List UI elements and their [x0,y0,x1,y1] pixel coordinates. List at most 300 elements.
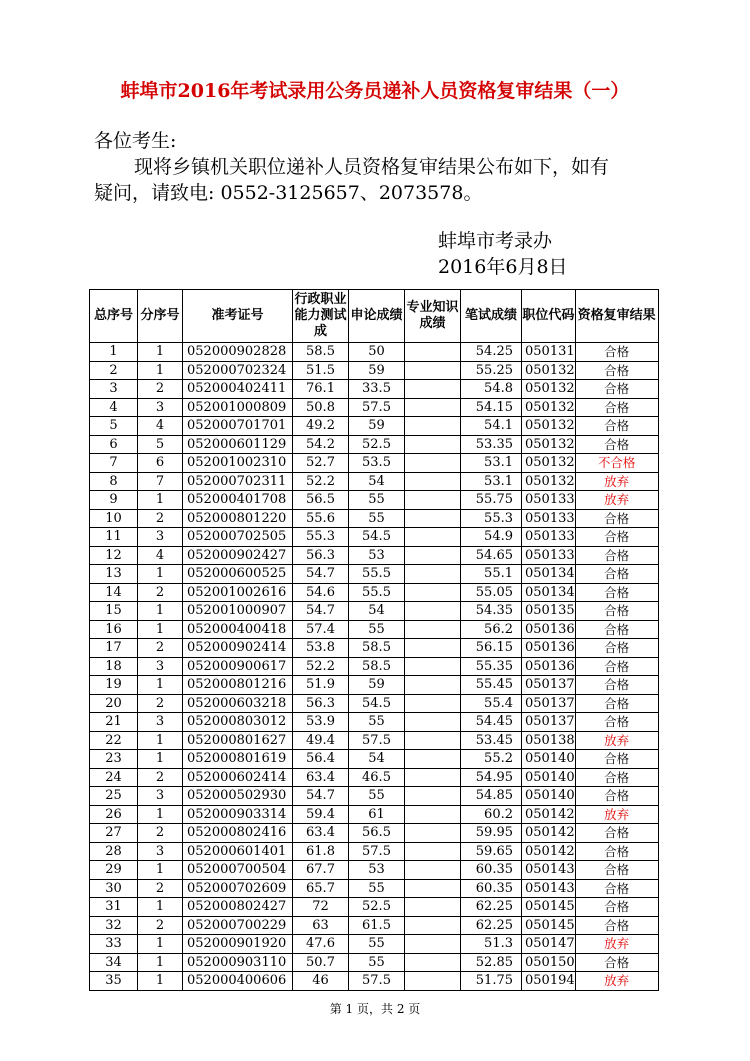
notice-line-2: 疑问，请致电: 0552-3125657、2073578。 [94,182,483,204]
table-row [90,898,659,917]
cell-total-no: 13 [90,565,138,584]
cell-professional-score [405,565,461,584]
cell-total-no: 28 [90,842,138,861]
cell-review-result: 合格 [575,694,658,713]
cell-sub-no: 1 [138,731,183,750]
table-row [90,380,659,399]
cell-exam-id: 052000502930 [183,787,293,806]
cell-sub-no: 1 [138,565,183,584]
cell-total-no: 5 [90,417,138,436]
cell-total-no: 18 [90,657,138,676]
cell-exam-id: 052000402411 [183,380,293,399]
cell-professional-score [405,824,461,843]
cell-shenlun-score: 61.5 [349,916,405,935]
cell-written-score: 60.35 [461,879,522,898]
cell-sub-no: 1 [138,750,183,769]
cell-shenlun-score: 46.5 [349,768,405,787]
cell-exam-id: 052000903314 [183,805,293,824]
cell-exam-id: 052000600525 [183,565,293,584]
header-position-code: 职位代码 [522,290,576,343]
cell-sub-no: 1 [138,491,183,510]
cell-written-score: 55.35 [461,657,522,676]
table-row [90,602,659,621]
cell-shenlun-score: 55 [349,787,405,806]
cell-review-result: 合格 [575,565,658,584]
cell-xingce-score: 61.8 [293,842,349,861]
cell-position-code: 050143 [522,861,576,880]
cell-professional-score [405,879,461,898]
cell-review-result: 合格 [575,916,658,935]
cell-total-no: 19 [90,676,138,695]
cell-position-code: 050133 [522,509,576,528]
cell-sub-no: 1 [138,953,183,972]
header-total-no: 总序号 [90,290,138,343]
cell-review-result: 放弃 [575,472,658,491]
cell-total-no: 24 [90,768,138,787]
table-row [90,935,659,954]
cell-shenlun-score: 55 [349,620,405,639]
cell-professional-score [405,417,461,436]
cell-professional-score [405,750,461,769]
cell-review-result: 合格 [575,398,658,417]
table-row [90,343,659,362]
cell-professional-score [405,916,461,935]
cell-exam-id: 052001000809 [183,398,293,417]
cell-exam-id: 052000700504 [183,861,293,880]
cell-position-code: 050132 [522,454,576,473]
cell-sub-no: 1 [138,602,183,621]
cell-exam-id: 052000802416 [183,824,293,843]
cell-position-code: 050142 [522,805,576,824]
cell-shenlun-score: 57.5 [349,731,405,750]
cell-exam-id: 052000603218 [183,694,293,713]
cell-xingce-score: 57.4 [293,620,349,639]
table-row [90,916,659,935]
cell-review-result: 合格 [575,602,658,621]
cell-total-no: 3 [90,380,138,399]
cell-position-code: 050132 [522,435,576,454]
cell-xingce-score: 63.4 [293,768,349,787]
cell-shenlun-score: 59 [349,417,405,436]
table-row [90,435,659,454]
cell-position-code: 050145 [522,916,576,935]
cell-shenlun-score: 55 [349,509,405,528]
cell-xingce-score: 67.7 [293,861,349,880]
cell-sub-no: 1 [138,361,183,380]
cell-xingce-score: 63.4 [293,824,349,843]
cell-review-result: 合格 [575,842,658,861]
cell-exam-id: 052000702609 [183,879,293,898]
cell-xingce-score: 54.2 [293,435,349,454]
header-professional: 专业知识成绩 [405,290,461,343]
cell-total-no: 4 [90,398,138,417]
table-row [90,824,659,843]
header-exam-id: 准考证号 [183,290,293,343]
cell-position-code: 050132 [522,361,576,380]
cell-exam-id: 052000401708 [183,491,293,510]
cell-written-score: 54.45 [461,713,522,732]
cell-written-score: 53.35 [461,435,522,454]
cell-exam-id: 052000902828 [183,343,293,362]
cell-xingce-score: 52.7 [293,454,349,473]
cell-written-score: 55.75 [461,491,522,510]
cell-written-score: 56.15 [461,639,522,658]
cell-total-no: 10 [90,509,138,528]
cell-xingce-score: 55.6 [293,509,349,528]
cell-review-result: 合格 [575,861,658,880]
cell-xingce-score: 55.3 [293,528,349,547]
cell-review-result: 合格 [575,417,658,436]
table-row [90,398,659,417]
table-row [90,454,659,473]
cell-xingce-score: 53.8 [293,639,349,658]
cell-xingce-score: 76.1 [293,380,349,399]
table-row [90,620,659,639]
cell-position-code: 050132 [522,398,576,417]
cell-shenlun-score: 55 [349,713,405,732]
cell-total-no: 30 [90,879,138,898]
cell-exam-id: 052000700229 [183,916,293,935]
cell-position-code: 050142 [522,842,576,861]
cell-review-result: 合格 [575,768,658,787]
cell-professional-score [405,898,461,917]
cell-xingce-score: 51.9 [293,676,349,695]
table-row [90,842,659,861]
table-row [90,361,659,380]
cell-sub-no: 1 [138,861,183,880]
cell-position-code: 050145 [522,898,576,917]
cell-shenlun-score: 55 [349,491,405,510]
cell-sub-no: 1 [138,343,183,362]
cell-written-score: 53.1 [461,472,522,491]
cell-xingce-score: 54.7 [293,565,349,584]
cell-written-score: 54.15 [461,398,522,417]
cell-professional-score [405,546,461,565]
cell-xingce-score: 52.2 [293,472,349,491]
cell-shenlun-score: 53 [349,546,405,565]
cell-exam-id: 052000902414 [183,639,293,658]
cell-written-score: 60.35 [461,861,522,880]
cell-sub-no: 6 [138,454,183,473]
cell-sub-no: 5 [138,435,183,454]
cell-position-code: 050140 [522,750,576,769]
cell-sub-no: 1 [138,898,183,917]
cell-xingce-score: 54.6 [293,583,349,602]
cell-shenlun-score: 57.5 [349,398,405,417]
cell-total-no: 9 [90,491,138,510]
cell-review-result: 合格 [575,676,658,695]
cell-written-score: 56.2 [461,620,522,639]
cell-professional-score [405,602,461,621]
cell-review-result: 合格 [575,898,658,917]
cell-professional-score [405,361,461,380]
cell-total-no: 6 [90,435,138,454]
cell-professional-score [405,842,461,861]
cell-shenlun-score: 59 [349,361,405,380]
cell-written-score: 55.05 [461,583,522,602]
cell-total-no: 21 [90,713,138,732]
cell-position-code: 050137 [522,694,576,713]
cell-position-code: 050135 [522,602,576,621]
table-row [90,546,659,565]
cell-shenlun-score: 58.5 [349,639,405,658]
cell-sub-no: 2 [138,768,183,787]
cell-review-result: 放弃 [575,805,658,824]
cell-total-no: 32 [90,916,138,935]
cell-xingce-score: 53.9 [293,713,349,732]
cell-sub-no: 3 [138,842,183,861]
table-row [90,768,659,787]
table-row [90,528,659,547]
cell-xingce-score: 47.6 [293,935,349,954]
header-review-result: 资格复审结果 [575,290,658,343]
cell-written-score: 55.1 [461,565,522,584]
cell-professional-score [405,639,461,658]
cell-xingce-score: 52.2 [293,657,349,676]
table-row [90,417,659,436]
table-row [90,472,659,491]
cell-professional-score [405,694,461,713]
cell-exam-id: 052001002616 [183,583,293,602]
cell-professional-score [405,398,461,417]
cell-total-no: 7 [90,454,138,473]
cell-shenlun-score: 53 [349,861,405,880]
table-row [90,953,659,972]
cell-shenlun-score: 55.5 [349,583,405,602]
cell-written-score: 54.9 [461,528,522,547]
table-row [90,713,659,732]
cell-xingce-score: 58.5 [293,343,349,362]
table-row [90,565,659,584]
cell-written-score: 55.25 [461,361,522,380]
cell-position-code: 050134 [522,565,576,584]
cell-written-score: 54.8 [461,380,522,399]
cell-sub-no: 4 [138,417,183,436]
cell-shenlun-score: 54.5 [349,694,405,713]
table-row [90,657,659,676]
cell-written-score: 54.65 [461,546,522,565]
cell-position-code: 050136 [522,620,576,639]
cell-xingce-score: 56.5 [293,491,349,510]
cell-shenlun-score: 57.5 [349,842,405,861]
cell-position-code: 050143 [522,879,576,898]
cell-exam-id: 052001000907 [183,602,293,621]
issuer: 蚌埠市考录办 [438,230,553,252]
cell-professional-score [405,491,461,510]
cell-exam-id: 052001002310 [183,454,293,473]
cell-position-code: 050133 [522,528,576,547]
cell-written-score: 54.95 [461,768,522,787]
cell-review-result: 合格 [575,361,658,380]
cell-position-code: 050134 [522,583,576,602]
cell-position-code: 050137 [522,676,576,695]
cell-written-score: 52.85 [461,953,522,972]
cell-position-code: 050136 [522,657,576,676]
cell-shenlun-score: 58.5 [349,657,405,676]
cell-shenlun-score: 54.5 [349,528,405,547]
cell-professional-score [405,731,461,750]
cell-review-result: 合格 [575,879,658,898]
cell-sub-no: 3 [138,398,183,417]
cell-exam-id: 052000702324 [183,361,293,380]
cell-professional-score [405,805,461,824]
table-row [90,509,659,528]
cell-written-score: 53.45 [461,731,522,750]
cell-written-score: 54.25 [461,343,522,362]
cell-position-code: 050138 [522,731,576,750]
cell-review-result: 合格 [575,380,658,399]
greeting: 各位考生: [94,130,177,152]
cell-shenlun-score: 59 [349,676,405,695]
cell-shenlun-score: 53.5 [349,454,405,473]
cell-professional-score [405,972,461,991]
cell-sub-no: 1 [138,972,183,991]
cell-xingce-score: 51.5 [293,361,349,380]
cell-written-score: 53.1 [461,454,522,473]
cell-exam-id: 052000801619 [183,750,293,769]
cell-total-no: 11 [90,528,138,547]
notice-line-1: 现将乡镇机关职位递补人员资格复审结果公布如下，如有 [134,156,610,178]
header-xingce: 行政职业能力测试成 [293,290,349,343]
cell-written-score: 54.1 [461,417,522,436]
table-row [90,787,659,806]
cell-xingce-score: 56.3 [293,546,349,565]
cell-exam-id: 052000902427 [183,546,293,565]
cell-total-no: 2 [90,361,138,380]
cell-sub-no: 2 [138,916,183,935]
cell-shenlun-score: 54 [349,602,405,621]
cell-exam-id: 052000602414 [183,768,293,787]
cell-professional-score [405,583,461,602]
header-written: 笔试成绩 [461,290,522,343]
cell-shenlun-score: 54 [349,750,405,769]
cell-exam-id: 052000400418 [183,620,293,639]
cell-exam-id: 052000900617 [183,657,293,676]
cell-xingce-score: 50.8 [293,398,349,417]
cell-position-code: 050140 [522,787,576,806]
table-row [90,879,659,898]
cell-professional-score [405,620,461,639]
cell-xingce-score: 72 [293,898,349,917]
cell-shenlun-score: 61 [349,805,405,824]
header-shenlun: 申论成绩 [349,290,405,343]
cell-position-code: 050140 [522,768,576,787]
cell-written-score: 62.25 [461,898,522,917]
cell-exam-id: 052000801216 [183,676,293,695]
cell-total-no: 31 [90,898,138,917]
cell-exam-id: 052000601401 [183,842,293,861]
cell-professional-score [405,435,461,454]
cell-sub-no: 1 [138,935,183,954]
cell-sub-no: 2 [138,879,183,898]
cell-exam-id: 052000801627 [183,731,293,750]
cell-review-result: 放弃 [575,731,658,750]
cell-shenlun-score: 50 [349,343,405,362]
cell-exam-id: 052000601129 [183,435,293,454]
cell-review-result: 合格 [575,509,658,528]
cell-total-no: 16 [90,620,138,639]
header-row [90,290,659,343]
cell-professional-score [405,861,461,880]
cell-review-result: 合格 [575,343,658,362]
cell-review-result: 合格 [575,713,658,732]
cell-written-score: 59.65 [461,842,522,861]
cell-total-no: 35 [90,972,138,991]
cell-professional-score [405,380,461,399]
cell-position-code: 050150 [522,953,576,972]
cell-review-result: 合格 [575,435,658,454]
cell-sub-no: 2 [138,694,183,713]
cell-total-no: 1 [90,343,138,362]
cell-sub-no: 2 [138,380,183,399]
table-row [90,639,659,658]
cell-exam-id: 052000701701 [183,417,293,436]
cell-position-code: 050131 [522,343,576,362]
cell-xingce-score: 54.7 [293,787,349,806]
cell-professional-score [405,528,461,547]
cell-review-result: 合格 [575,620,658,639]
cell-xingce-score: 54.7 [293,602,349,621]
cell-review-result: 合格 [575,750,658,769]
cell-sub-no: 3 [138,787,183,806]
cell-review-result: 合格 [575,953,658,972]
cell-position-code: 050137 [522,713,576,732]
table-row [90,805,659,824]
cell-professional-score [405,935,461,954]
table-row [90,491,659,510]
table-row [90,694,659,713]
cell-sub-no: 3 [138,713,183,732]
cell-exam-id: 052000801220 [183,509,293,528]
cell-review-result: 合格 [575,546,658,565]
cell-written-score: 51.75 [461,972,522,991]
cell-written-score: 62.25 [461,916,522,935]
cell-review-result: 合格 [575,528,658,547]
cell-review-result: 放弃 [575,491,658,510]
cell-total-no: 29 [90,861,138,880]
cell-written-score: 55.3 [461,509,522,528]
cell-total-no: 12 [90,546,138,565]
cell-written-score: 55.4 [461,694,522,713]
cell-written-score: 55.45 [461,676,522,695]
page-footer: 第 1 页，共 2 页 [329,1002,421,1016]
cell-review-result: 合格 [575,583,658,602]
cell-exam-id: 052000702505 [183,528,293,547]
cell-review-result: 放弃 [575,972,658,991]
results-table [89,289,659,991]
page-title: 蚌埠市2016年考试录用公务员递补人员资格复审结果（一） [120,80,630,102]
cell-shenlun-score: 57.5 [349,972,405,991]
cell-position-code: 050133 [522,546,576,565]
cell-sub-no: 1 [138,676,183,695]
cell-written-score: 59.95 [461,824,522,843]
cell-xingce-score: 50.7 [293,953,349,972]
cell-review-result: 合格 [575,639,658,658]
cell-written-score: 55.2 [461,750,522,769]
cell-total-no: 23 [90,750,138,769]
cell-total-no: 14 [90,583,138,602]
cell-xingce-score: 46 [293,972,349,991]
cell-professional-score [405,953,461,972]
cell-sub-no: 4 [138,546,183,565]
cell-professional-score [405,509,461,528]
table-row [90,583,659,602]
cell-professional-score [405,713,461,732]
cell-position-code: 050132 [522,472,576,491]
cell-exam-id: 052000702311 [183,472,293,491]
cell-shenlun-score: 33.5 [349,380,405,399]
cell-position-code: 050133 [522,491,576,510]
